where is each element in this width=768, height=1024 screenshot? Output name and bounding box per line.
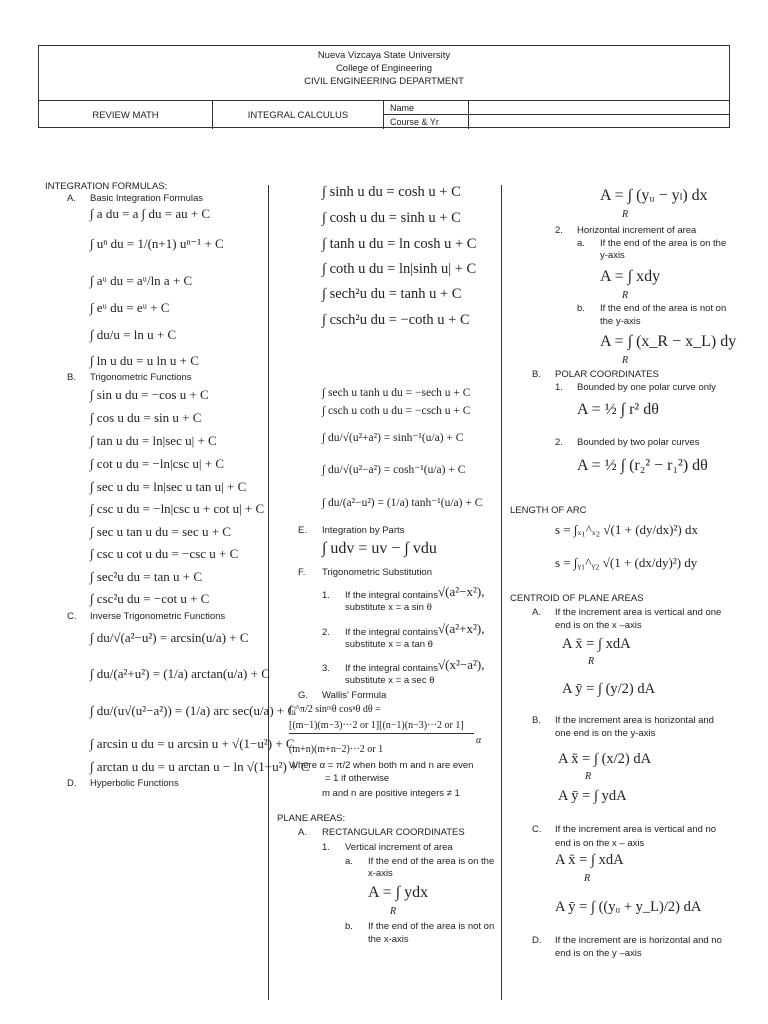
section-mark: E. xyxy=(298,525,307,536)
formula: ∫ eᵘ du = eᵘ + C xyxy=(90,300,170,315)
section-mark: G. xyxy=(298,690,309,701)
formula: A ȳ = ∫ ydA xyxy=(558,788,627,804)
region-label: R xyxy=(622,209,629,220)
note-text: m and n are positive integers ≠ 1 xyxy=(322,788,460,799)
section-title: PLANE AREAS: xyxy=(277,813,346,824)
formula-denominator: (m+n)(m+n−2)···2 or 1 xyxy=(289,744,384,755)
formula: A = ∫ (yᵤ − yₗ) dx xyxy=(600,187,708,204)
department-name: CIVIL ENGINEERING DEPARTMENT xyxy=(304,76,464,87)
section-mark: B. xyxy=(67,372,76,383)
college-name: College of Engineering xyxy=(335,63,433,74)
subsection-title: Wallis' Formula xyxy=(322,690,387,701)
list-text: Vertical increment of area xyxy=(345,842,453,853)
formula: ∫ arctan u du = u arctan u − ln √(1+u²) + C xyxy=(90,759,310,774)
note-text: Where α = π/2 when both m and n are even xyxy=(289,760,474,771)
list-text: x-axis xyxy=(368,868,393,879)
list-number: 2. xyxy=(555,225,563,236)
list-text: the x-axis xyxy=(368,934,409,945)
formula: ∫ du/u = ln u + C xyxy=(90,327,177,342)
list-text: substitute x = a tan θ xyxy=(345,639,433,650)
formula: ∫ coth u du = ln|sinh u| + C xyxy=(322,261,477,277)
list-number: 1. xyxy=(322,590,330,601)
subsection-title: Trigonometric Functions xyxy=(90,372,192,383)
section-mark: A. xyxy=(67,193,76,204)
formula: ∫ du/√(u²−a²) = cosh⁻¹(u/a) + C xyxy=(322,464,466,476)
formula: ∫ cos u du = sin u + C xyxy=(90,410,202,425)
formula: s = ∫ᵧ₁^ᵧ₂ √(1 + (dx/dy)²) dy xyxy=(555,555,698,570)
region-label: R xyxy=(588,656,595,667)
formula: ∫ du/(u√(u²−a²)) = (1/a) arc sec(u/a) + C xyxy=(90,703,297,718)
formula: √(x²−a²), xyxy=(438,657,485,672)
list-text: If the integral contains xyxy=(345,627,438,638)
list-text: If the increment area is vertical and one xyxy=(555,607,722,618)
formula: α xyxy=(476,735,482,746)
formula: ∫₀^π/2 sinᵐθ cosⁿθ dθ = xyxy=(289,704,381,715)
section-mark: A. xyxy=(298,827,307,838)
formula: ∫ cot u du = −ln|csc u| + C xyxy=(90,456,225,471)
formula: ∫ sec²u du = tan u + C xyxy=(90,569,203,584)
section-mark: F. xyxy=(298,567,306,578)
university-name: Nueva Vizcaya State University xyxy=(317,50,451,61)
list-text: the y-axis xyxy=(600,316,641,327)
region-label: R xyxy=(585,771,592,782)
formula: ∫ ln u du = u ln u + C xyxy=(90,353,199,368)
name-field[interactable] xyxy=(469,101,730,115)
formula: A = ½ ∫ r² dθ xyxy=(577,401,659,418)
section-title: LENGTH OF ARC xyxy=(510,505,587,516)
list-text: If the increment area is horizontal and xyxy=(555,715,714,726)
formula: √(a²−x²), xyxy=(438,584,485,599)
list-number: b. xyxy=(577,303,585,314)
list-text: end is on the y –axis xyxy=(555,948,642,959)
formula: ∫ sec u du = ln|sec u tan u| + C xyxy=(90,479,247,494)
formula: ∫ arcsin u du = u arcsin u + √(1−u²) + C xyxy=(90,736,295,751)
section-title: CENTROID OF PLANE AREAS xyxy=(510,593,644,604)
subsection-title: Hyperbolic Functions xyxy=(90,778,179,789)
formula: ∫ sin u du = −cos u + C xyxy=(90,387,209,402)
list-number: 2. xyxy=(322,627,330,638)
list-text: If the end of the area is not on xyxy=(600,303,727,314)
list-text: Bounded by two polar curves xyxy=(577,437,700,448)
list-text: If the increment are is horizontal and no xyxy=(555,935,722,946)
subsection-title: Inverse Trigonometric Functions xyxy=(90,611,226,622)
header-info-row xyxy=(39,100,729,129)
formula: ∫ tanh u du = ln cosh u + C xyxy=(322,236,477,252)
formula: ∫ sinh u du = cosh u + C xyxy=(322,184,461,200)
formula: A = ∫ (x_R − x_L) dy xyxy=(600,333,737,350)
formula: ∫ du/√(a²−u²) = arcsin(u/a) + C xyxy=(90,630,249,645)
list-text: end is on the x –axis xyxy=(555,620,642,631)
list-number: 3. xyxy=(322,663,330,674)
subsection-title: Integration by Parts xyxy=(322,525,405,536)
formula: ∫ du/(a²+u²) = (1/a) arctan(u/a) + C xyxy=(90,666,270,681)
formula: ∫ csc u cot u du = −csc u + C xyxy=(90,546,239,561)
list-text: If the increment area is vertical and no xyxy=(555,824,717,835)
formula: ∫ aᵘ du = aᵘ/ln a + C xyxy=(90,273,193,288)
list-text: end is on the x – axis xyxy=(555,838,645,849)
region-label: R xyxy=(390,906,397,917)
region-label: R xyxy=(584,873,591,884)
list-number: b. xyxy=(345,921,353,932)
subsection-title: Basic Integration Formulas xyxy=(90,193,203,204)
formula: ∫ tan u du = ln|sec u| + C xyxy=(90,433,217,448)
formula: ∫ uⁿ du = 1/(n+1) uⁿ⁻¹ + C xyxy=(90,236,224,251)
section-mark: B. xyxy=(532,715,541,726)
formula: ∫ csc u du = −ln|csc u + cot u| + C xyxy=(90,501,265,516)
list-text: y-axis xyxy=(600,250,625,261)
document-header xyxy=(38,45,730,128)
formula: ∫ a du = a ∫ du = au + C xyxy=(90,206,211,221)
formula: A x̄ = ∫ (x/2) dA xyxy=(558,751,652,767)
formula: ∫ cosh u du = sinh u + C xyxy=(322,210,461,226)
section-mark: C. xyxy=(67,611,77,622)
formula: A x̄ = ∫ xdA xyxy=(562,636,631,652)
section-mark: D. xyxy=(532,935,542,946)
formula: ∫ du/√(u²+a²) = sinh⁻¹(u/a) + C xyxy=(322,432,464,444)
list-number: 1. xyxy=(322,842,330,853)
section-mark: A. xyxy=(532,607,541,618)
course-field[interactable] xyxy=(469,115,730,129)
list-text: If the integral contains xyxy=(345,663,438,674)
formula: A ȳ = ∫ ((yᵤ + y_L)/2) dA xyxy=(555,899,702,915)
subsection-title: Trigonometric Substitution xyxy=(322,567,433,578)
subsection-title: POLAR COORDINATES xyxy=(555,369,659,380)
formula: A ȳ = ∫ (y/2) dA xyxy=(562,681,656,697)
region-label: R xyxy=(622,290,629,301)
formula: √(a²+x²), xyxy=(438,621,485,636)
column-divider xyxy=(501,185,502,1000)
list-text: one end is on the y-axis xyxy=(555,728,656,739)
column-divider xyxy=(268,185,269,1000)
list-number: 1. xyxy=(555,382,563,393)
list-text: If the end of the area is not on xyxy=(368,921,495,932)
list-text: If the integral contains xyxy=(345,590,438,601)
list-text: If the end of the area is on the xyxy=(368,856,495,867)
formula: ∫ udv = uv − ∫ vdu xyxy=(322,540,437,557)
formula: ∫ sech²u du = tanh u + C xyxy=(322,286,462,302)
section-mark: C. xyxy=(532,824,542,835)
list-text: Horizontal increment of area xyxy=(577,225,697,236)
list-text: substitute x = a sin θ xyxy=(345,602,432,613)
formula: A = ∫ ydx xyxy=(368,884,429,901)
course-label: Course & Yr xyxy=(384,115,469,129)
formula: ∫ sech u tanh u du = −sech u + C xyxy=(322,387,471,399)
formula: s = ∫ₓ₁^ₓ₂ √(1 + (dy/dx)²) dx xyxy=(555,522,698,537)
formula: ∫ sec u tan u du = sec u + C xyxy=(90,524,231,539)
formula: A = ∫ xdy xyxy=(600,268,661,285)
list-text: If the end of the area is on the xyxy=(600,238,727,249)
formula: ∫ csch u coth u du = −csch u + C xyxy=(322,405,471,417)
formula: A = ½ ∫ (r₂² − r₁²) dθ xyxy=(577,457,708,474)
name-label: Name xyxy=(384,101,469,115)
section-mark: B. xyxy=(532,369,541,380)
list-text: Bounded by one polar curve only xyxy=(577,382,716,393)
region-label: R xyxy=(622,355,629,366)
list-number: a. xyxy=(577,238,585,249)
formula: ∫ csc²u du = −cot u + C xyxy=(90,591,210,606)
topic-cell: INTEGRAL CALCULUS xyxy=(213,101,384,129)
section-mark: D. xyxy=(67,778,77,789)
list-text: substitute x = a sec θ xyxy=(345,675,435,686)
list-number: a. xyxy=(345,856,353,867)
note-text: = 1 if otherwise xyxy=(325,773,390,784)
subject-cell: REVIEW MATH xyxy=(39,101,213,129)
formula: ∫ csch²u du = −coth u + C xyxy=(322,312,470,328)
list-number: 2. xyxy=(555,437,563,448)
formula-numerator: [(m−1)(m−3)···2 or 1][(n−1)(n−3)···2 or 1] xyxy=(289,718,474,734)
formula: ∫ du/(a²−u²) = (1/a) tanh⁻¹(u/a) + C xyxy=(322,497,483,509)
subsection-title: RECTANGULAR COORDINATES xyxy=(322,827,465,838)
section-title: INTEGRATION FORMULAS: xyxy=(45,181,168,192)
formula: A x̄ = ∫ xdA xyxy=(555,852,624,868)
